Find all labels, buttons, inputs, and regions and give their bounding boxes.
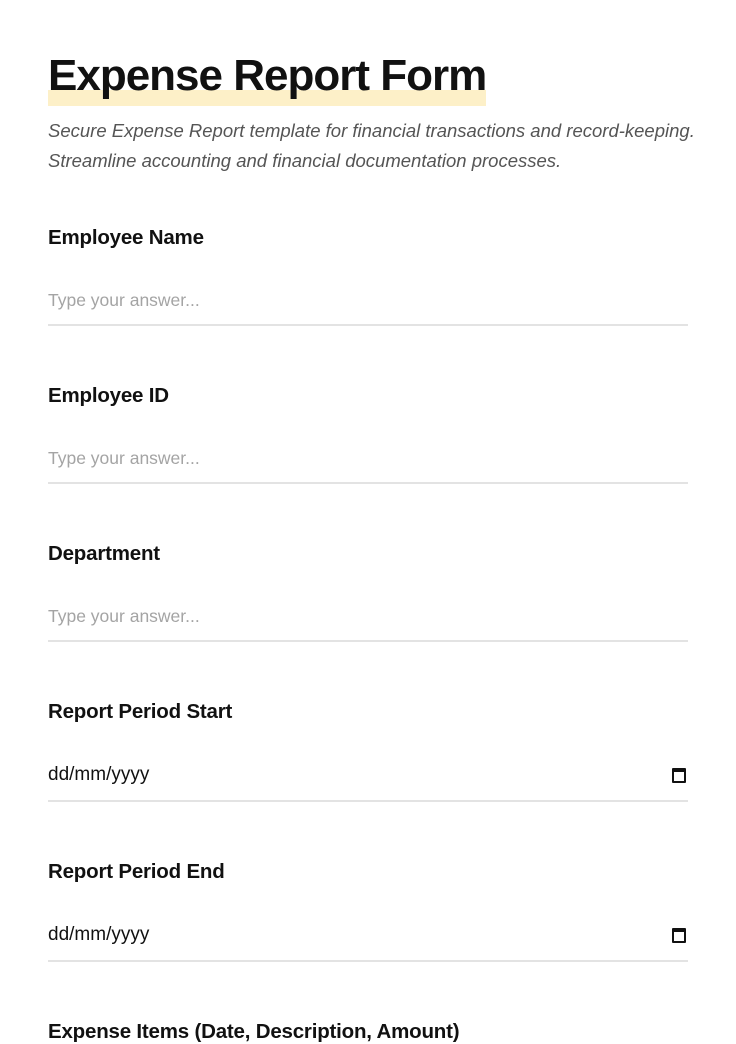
employee-id-input[interactable] [48,448,688,469]
report-period-end-value: dd/mm/yyyy [48,924,150,945]
department-label: Department [48,542,160,565]
calendar-icon[interactable] [672,768,686,783]
report-period-end-input[interactable] [48,910,688,962]
employee-name-label: Employee Name [48,226,204,249]
department-section [48,542,688,642]
calendar-icon[interactable] [672,928,686,943]
report-period-start-input[interactable] [48,750,688,802]
form-description: Secure Expense Report template for financial transactions and record-keeping. Streamline accounting and financial documentation processes. [48,120,695,171]
expense-items-label: Expense Items (Date, Description, Amount) [48,1020,460,1043]
page-title: Expense Report Form [48,50,486,106]
report-period-end-section [48,860,688,962]
report-period-start-value: dd/mm/yyyy [48,764,150,785]
department-input[interactable] [48,606,688,627]
employee-id-section [48,384,688,484]
report-period-start-label: Report Period Start [48,700,233,723]
employee-name-section [48,226,688,326]
employee-name-input[interactable] [48,290,688,311]
employee-id-label: Employee ID [48,384,169,407]
report-period-start-section [48,700,688,802]
report-period-end-label: Report Period End [48,860,225,883]
